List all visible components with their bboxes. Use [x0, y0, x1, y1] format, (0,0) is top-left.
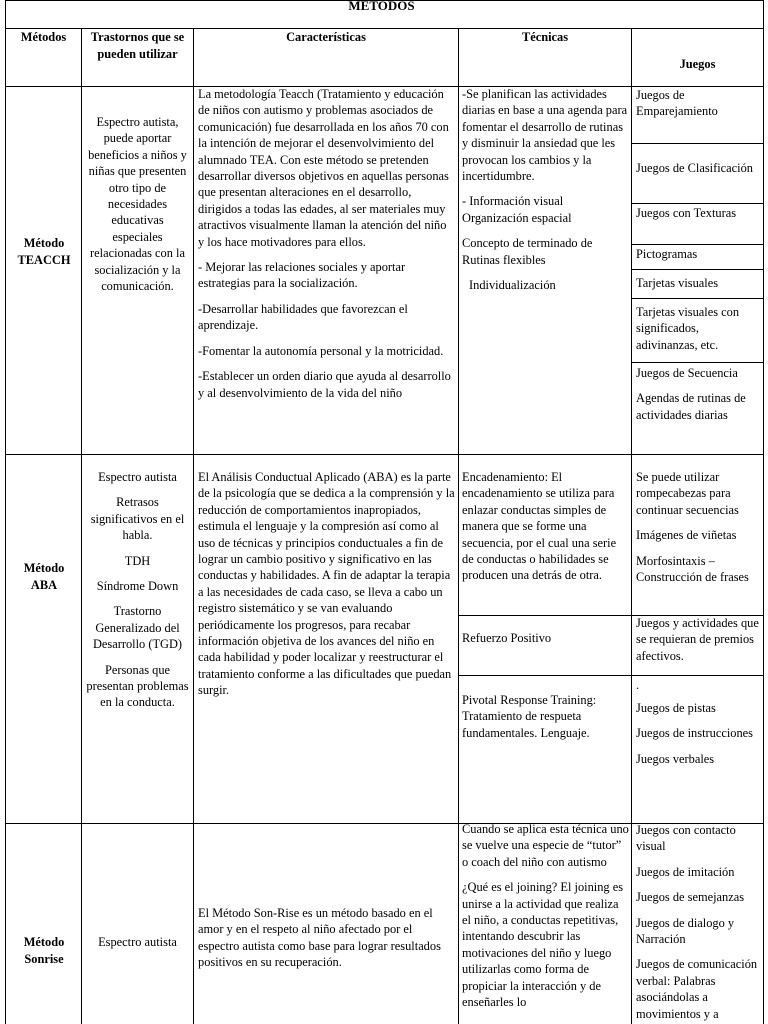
- aba-juego: Juegos de pistas: [636, 701, 716, 715]
- teacch-juego: Juegos de Emparejamiento: [636, 88, 718, 119]
- page-title: MÉTODOS: [348, 0, 415, 13]
- aba-tecnicas-divider: [458, 675, 763, 676]
- aba-trastorno-item: Personas que presentan problemas en la conducta.: [86, 662, 189, 710]
- teacch-juego: Tarjetas visuales con significados, adivinanzas, etc.: [636, 305, 740, 352]
- teacch-juego: Tarjetas visuales: [636, 276, 719, 290]
- teacch-juego-agendas: Agendas de rutinas de actividades diarias: [636, 391, 746, 422]
- teacch-caracteristica-item: -Desarrollar habilidades que favorezcan el aprendizaje.: [198, 301, 408, 333]
- aba-trastornos: [86, 469, 189, 711]
- teacch-caracteristica-intro: La metodología Teacch (Tratamiento y educación de niños con autismo y problemas asociados de comunicación) fue desarrollada en los años 70 con la intención de mejorar el desenvolvimiento del alumnado TEA. Con este método se pretenden desarrollar diversos objetivos en aquellas personas que presentan alteraciones en el desarrollo, dirigidos a todas las edades, al ser materiales muy atractivos visualmente llaman la atención del niño y los hace motivadores para ellos.: [198, 87, 449, 249]
- sonrise-juego: Juegos de dialogo y Narración: [636, 915, 735, 947]
- aba-juego: Morfosintaxis – Construcción de frases: [636, 553, 749, 585]
- header-metodos: Métodos: [20, 30, 67, 44]
- teacch-juego: [636, 365, 763, 423]
- teacch-caracteristica-item: -Establecer un orden diario que ayuda al desarrollo y al desenvolvimiento de la vida del niño: [198, 369, 451, 400]
- aba-tecnica-encadenamiento: Encadenamiento: El encadenamiento se utiliza para enlazar conductas simples de manera que se forme una secuencia, por el cual una serie de conductas o habilidades se producen una detrás de otra.: [462, 470, 617, 583]
- col-divider-2: [193, 28, 194, 1024]
- header-juegos: Juegos: [679, 57, 716, 71]
- col-divider-3: [458, 28, 459, 1024]
- aba-juego: Juegos de instrucciones: [636, 726, 753, 741]
- juegos-divider: [631, 203, 763, 204]
- juegos-divider: [631, 244, 763, 245]
- header-tecnicas: Técnicas: [521, 30, 569, 44]
- juegos-divider: [631, 362, 763, 363]
- aba-caracteristicas: El Análisis Conductual Aplicado (ABA) es la parte de la psicología que se dedica a la comprensión y la reducción de comportamientos inapropiados, estimula el lenguaje y la compresión así como al uso de técnicas y principios conductuales a fin de lograr un cambio positivo y significativo en las conductas y habilidades. A fin de adaptar la terapia a las necesidades de cada caso, se lleva a cabo un registro sistemático y se van evaluando periódicamente los progresos, para recabar información objetiva de los avances del niño en cada habilidad y poder localizar y reestructurar el tratamiento conforme a las dificultades que puedan surgir.: [198, 470, 455, 698]
- table-border-right: [763, 0, 764, 1024]
- method-sonrise: Método Sonrise: [23, 935, 65, 966]
- juegos-divider: [631, 298, 763, 299]
- method-aba: Método ABA: [23, 561, 65, 592]
- teacch-caracteristica-item: - Mejorar las relaciones sociales y aportar estrategias para la socialización.: [198, 260, 406, 291]
- aba-juego: Imágenes de viñetas: [636, 528, 737, 543]
- teacch-caracteristica-item: -Fomentar la autonomía personal y la motricidad.: [198, 343, 444, 358]
- header-trastornos: Trastornos que se pueden utilizar: [90, 30, 185, 61]
- teacch-tecnica-item: Concepto de terminado de Rutinas flexibles: [462, 236, 593, 267]
- teacch-tecnica-item: - Información visual Organización espacial: [462, 194, 572, 225]
- aba-juego-premios: Juegos y actividades que se requieran de premios afectivos.: [636, 616, 759, 663]
- sonrise-tecnica-item: Cuando se aplica esta técnica uno se vuelve una especie de “tutor” o coach del niño con autismo: [462, 822, 629, 869]
- sonrise-trastornos: Espectro autista: [98, 935, 177, 949]
- aba-juegos-group-3: [636, 680, 763, 767]
- sonrise-juego: Juegos de semejanzas: [636, 890, 745, 905]
- aba-trastorno-item: Trastorno Generalizado del Desarrollo (TGD): [92, 604, 183, 652]
- juegos-divider: [631, 143, 763, 144]
- teacch-juego: Juegos de Clasificación: [636, 161, 753, 175]
- sonrise-caracteristicas: El Método Son-Rise es un método basado en el amor y en el respeto al niño afectado por el espectro autista como base para lograr resultados positivos en su recuperación.: [198, 906, 441, 970]
- teacch-juego: Juegos con Texturas: [636, 206, 737, 220]
- juegos-divider: [631, 269, 763, 270]
- sonrise-juego: Juegos de imitación: [636, 864, 735, 879]
- teacch-juego-secuencia: Juegos de Secuencia: [636, 366, 738, 380]
- aba-juego: .: [636, 678, 640, 692]
- aba-juego: Juegos verbales: [636, 751, 715, 766]
- teacch-tecnicas: [462, 86, 629, 293]
- aba-tecnica-pivotal: Pivotal Response Training: Tratamiento de respueta fundamentales. Lenguaje.: [462, 693, 597, 740]
- aba-trastorno-item: Retrasos significativos en el habla.: [90, 495, 185, 543]
- method-teacch: Método TEACCH: [17, 236, 71, 267]
- teacch-trastornos: Espectro autista, puede aportar beneficios a niños y niñas que presenten otro tipo de necesidades educativas especiales relacionadas con la socialización y la comunicación.: [88, 115, 187, 294]
- header-caracteristicas: Características: [286, 30, 366, 44]
- sonrise-juego: Juegos de comunicación verbal: Palabras asociándolas a movimientos y a: [636, 957, 758, 1021]
- aba-trastorno-item: Síndrome Down: [96, 579, 179, 594]
- teacch-juego: Pictogramas: [636, 247, 698, 261]
- col-divider-4: [631, 28, 632, 1024]
- col-divider-1: [81, 28, 82, 1024]
- aba-juego: Se puede utilizar rompecabezas para continuar secuencias: [636, 470, 739, 517]
- aba-tecnica-refuerzo: Refuerzo Positivo: [462, 631, 552, 645]
- teacch-row-divider: [5, 454, 763, 455]
- teacch-caracteristicas: [198, 86, 455, 401]
- teacch-tecnica-item: Individualización: [469, 278, 556, 293]
- sonrise-tecnicas: [462, 821, 629, 1010]
- aba-trastorno-item: TDH: [124, 553, 151, 568]
- table-border-left: [5, 0, 6, 1024]
- teacch-tecnica-item: -Se planifican las actividades diarias en base a una agenda para fomentar el desarrollo de rutinas y disminuir la ansiedad que les provocan los cambios y la incertidumbre.: [462, 87, 628, 184]
- aba-trastorno-item: Espectro autista: [98, 470, 177, 484]
- aba-juegos-group-1: [636, 469, 763, 585]
- sonrise-juegos: [636, 822, 763, 1022]
- sonrise-tecnica-item: ¿Qué es el joining? El joining es unirse a la actividad que realiza el niño, a conductas repetitivas, intentando descubrir las motivaciones del niño y luego utilizarlas como forma de propiciar la interacción y de enseñarles lo: [462, 880, 624, 1010]
- sonrise-juego: Juegos con contacto visual: [636, 823, 736, 854]
